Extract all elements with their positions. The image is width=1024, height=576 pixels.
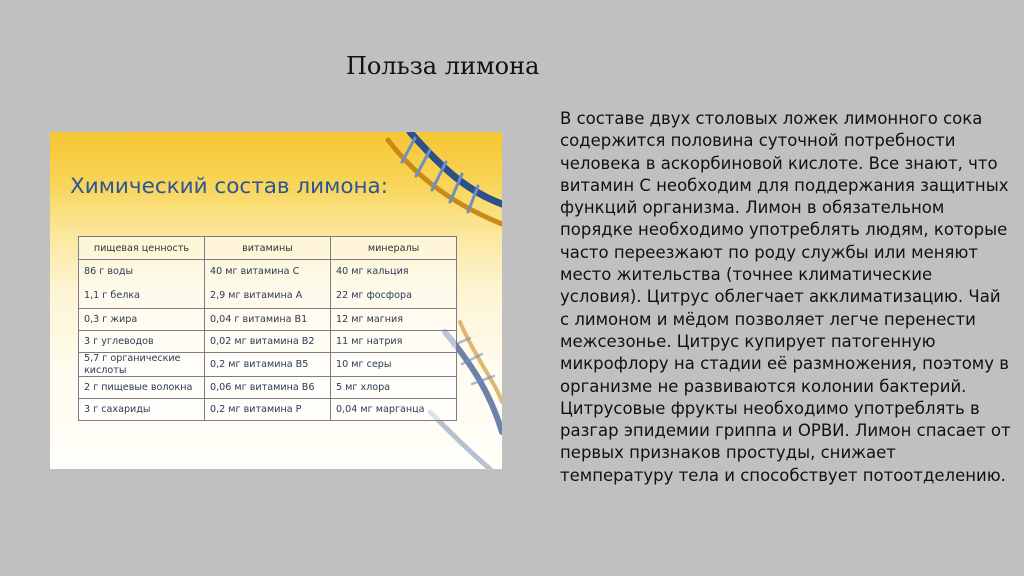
body-text: В составе двух столовых ложек лимонного сока содержится половина суточной потребности человека в аскорбиновой кислоте. Все знают, что витамин С необходим для поддержания защитных функций организма. Лимон в обязательном порядке необходимо употреблять людям, которые часто переезжают по роду службы или меняют место жительства (точнее климатические условия). Цитрус облегчает акклиматизацию. Чай с лимоном и мёдом позволяет легче перенести межсезонье. Цитрус купирует патогенную микрофлору на стадии её размножения, поэтому в организме не развиваются колонии бактерий. Цитрусовые фрукты необходимо употреблять в разгар эпидемии гриппа и ОРВИ. Лимон спасает от первых признаков простуды, снижает температуру тела и способствует потоотделению. [560, 109, 1011, 485]
table-cell: 5 мг хлора [331, 377, 457, 399]
table-cell: 0,06 мг витамина В6 [205, 377, 331, 399]
table-cell: 0,3 г жира [79, 309, 205, 331]
table-cell: 0,04 мг марганца [331, 399, 457, 421]
composition-table [78, 236, 457, 421]
column-header: витамины [205, 237, 331, 260]
slide-title: Польза лимона [346, 52, 540, 80]
table-cell: 10 мг серы [331, 353, 457, 377]
cell-line: 22 мг фосфора [336, 290, 412, 301]
cell-line: 40 мг кальция [336, 266, 409, 277]
cell-line: 40 мг витамина С [210, 266, 300, 277]
table-cell [331, 260, 457, 309]
table-cell [79, 353, 205, 377]
table-cell [79, 260, 205, 309]
column-header: пищевая ценность [79, 237, 205, 260]
table-row [79, 260, 457, 309]
table-cell: 0,02 мг витамина В2 [205, 331, 331, 353]
lemon-composition-picture [50, 132, 502, 469]
table-cell: 0,2 мг витамина В5 [205, 353, 331, 377]
cell-line: 86 г воды [84, 266, 134, 277]
table-cell: 2 г пищевые волокна [79, 377, 205, 399]
cell-line: 1,1 г белка [84, 290, 141, 301]
table-cell [205, 260, 331, 309]
table-cell: 3 г углеводов [79, 331, 205, 353]
cell-line: 5,7 г органические кислоты [84, 353, 181, 376]
column-header: минералы [331, 237, 457, 260]
table-row [79, 353, 457, 377]
picture-heading: Химический состав лимона: [70, 174, 388, 199]
table-cell: 0,2 мг витамина Р [205, 399, 331, 421]
table-row [79, 309, 457, 331]
cell-line: 2,9 мг витамина А [210, 290, 303, 301]
table-row [79, 399, 457, 421]
table-cell: 3 г сахариды [79, 399, 205, 421]
table-cell: 12 мг магния [331, 309, 457, 331]
table-cell: 0,04 г витамина В1 [205, 309, 331, 331]
table-header-row [79, 237, 457, 260]
table-row [79, 331, 457, 353]
table-row [79, 377, 457, 399]
table-cell: 11 мг натрия [331, 331, 457, 353]
